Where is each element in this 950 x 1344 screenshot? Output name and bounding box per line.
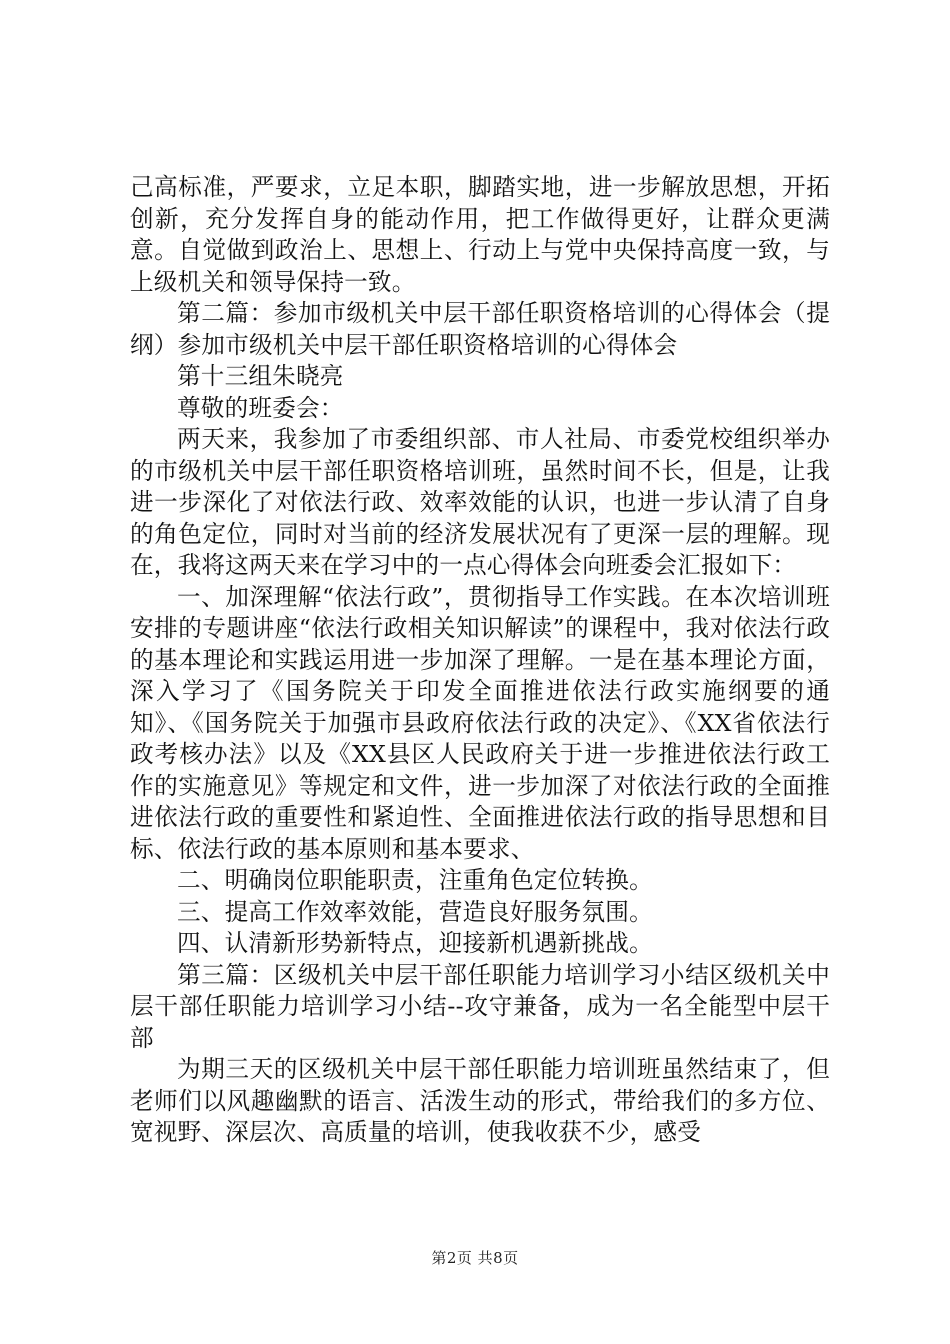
- paragraph-section-three-body: 为期三天的区级机关中层干部任职能力培训班虽然结束了，但老师们以风趣幽默的语言、活泼生动的形式，带给我们的多方位、宽视野、深层次、高质量的培训，使我收获不少，感受: [130, 1055, 830, 1146]
- paragraph-section-two-title: 第二篇：参加市级机关中层干部任职资格培训的心得体会（提纲）参加市级机关中层干部任职资格培训的心得体会: [130, 299, 830, 359]
- paragraph-intro: 两天来，我参加了市委组织部、市人社局、市委党校组织举办的市级机关中层干部任职资格培训班，虽然时间不长，但是，让我进一步深化了对依法行政、效率效能的认识，也进一步认清了自身的角色定位，同时对当前的经济发展状况有了更深一层的理解。现在，我将这两天来在学习中的一点心得体会向班委会汇报如下：: [130, 425, 830, 579]
- paragraph-author: 第十三组朱晓亮: [177, 362, 344, 390]
- paragraph-point-three: 三、提高工作效率效能，营造良好服务氛围。: [177, 897, 653, 926]
- paragraph-point-two: 二、明确岗位职能职责，注重角色定位转换。: [177, 866, 653, 894]
- page-number-footer: 第2页 共8页: [431, 1249, 519, 1267]
- document-body: [130, 172, 830, 1149]
- paragraph-salutation: 尊敬的班委会：: [177, 393, 344, 422]
- paragraph-section-three-title: 第三篇：区级机关中层干部任职能力培训学习小结区级机关中层干部任职能力培训学习小结--攻守兼备，成为一名全能型中层干部: [130, 960, 830, 1052]
- paragraph-point-four: 四、认清新形势新特点，迎接新机遇新挑战。: [177, 929, 653, 957]
- paragraph-point-one: 一、加深理解“依法行政”，贯彻指导工作实践。在本次培训班安排的专题讲座“依法行政相关知识解读”的课程中，我对依法行政的基本理论和实践运用进一步加深了理解。一是在基本理论方面，深入学习了《国务院关于印发全面推进依法行政实施纲要的通知》、《国务院关于加强市县政府依法行政的决定》、《XX省依法行政考核办法》以及《XX县区人民政府关于进一步推进依法行政工作的实施意见》等规定和文件，进一步加深了对依法行政的全面推进依法行政的重要性和紧迫性、全面推进依法行政的指导思想和目标、依法行政的基本原则和基本要求、: [130, 582, 830, 863]
- paragraph-continuation: 己高标准，严要求，立足本职，脚踏实地，进一步解放思想，开拓创新，充分发挥自身的能动作用，把工作做得更好，让群众更满意。自觉做到政治上、思想上、行动上与党中央保持高度一致，与上级机关和领导保持一致。: [130, 173, 830, 296]
